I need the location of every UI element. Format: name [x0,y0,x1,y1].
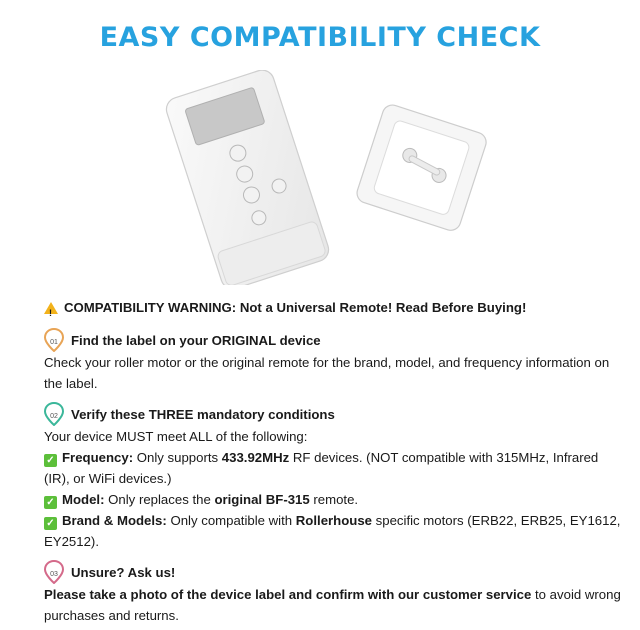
condition-highlight: 433.92MHz [221,450,290,465]
check-icon: ✓ [44,454,57,467]
step-2 [44,402,624,552]
step-3-text: to avoid wrong purchases and returns. [44,587,621,623]
step-2-pin-icon [44,402,64,426]
condition-brand-models [44,510,624,552]
condition-text: Only supports [133,450,222,465]
condition-label: Model: [62,492,105,507]
step-1 [44,328,624,394]
condition-highlight: original BF-315 [214,492,310,507]
step-1-number: 01 [50,339,58,346]
product-image [150,70,500,285]
warning-icon [44,302,58,314]
step-1-pin-icon [44,328,64,352]
condition-text: Only replaces the [104,492,215,507]
step-3-body [44,584,624,626]
step-3 [44,560,624,626]
step-3-number: 03 [50,571,58,578]
step-3-pin-icon [44,560,64,584]
remote-control [163,70,331,285]
condition-text: Only compatible with [166,513,296,528]
page-title: EASY COMPATIBILITY CHECK [99,22,541,53]
step-1-heading: Find the label on your ORIGINAL device [71,332,321,348]
step-1-body: Check your roller motor or the original remote for the brand, model, and frequency information on the label. [44,355,610,391]
condition-frequency [44,447,624,489]
step-2-intro: Your device MUST meet ALL of the following: [44,429,308,444]
condition-label: Frequency: [62,450,134,465]
condition-label: Brand & Models: [62,513,167,528]
instructions [44,297,624,626]
warning-text: COMPATIBILITY WARNING: Not a Universal Remote! Read Before Buying! [64,300,527,315]
condition-model [44,489,624,510]
check-icon: ✓ [44,517,57,530]
step-2-number: 02 [50,413,58,420]
condition-text: RF devices. (NOT compatible with 315MHz, Infrared (IR), or WiFi devices.) [44,450,599,486]
condition-highlight: Rollerhouse [295,513,372,528]
wall-bracket [354,102,488,232]
condition-text: specific motors (ERB22, ERB25, EY1612, EY2512). [44,513,621,549]
condition-text: remote. [309,492,359,507]
check-icon: ✓ [44,496,57,509]
step-3-bold-text: Please take a photo of the device label and confirm with our customer service [44,587,532,602]
compatibility-warning [44,297,624,318]
step-2-heading: Verify these THREE mandatory conditions [71,406,335,422]
step-3-heading: Unsure? Ask us! [71,564,176,580]
